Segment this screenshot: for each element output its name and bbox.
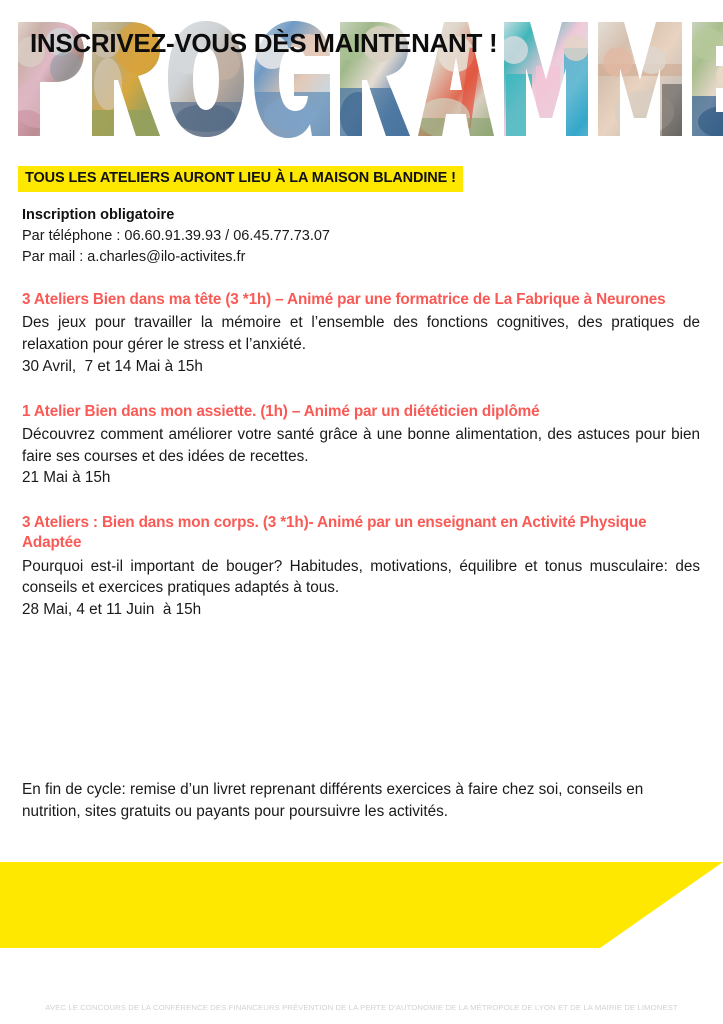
wordmark-letter-m-1 — [500, 18, 592, 140]
workshop-section — [22, 402, 700, 490]
venue-highlight-text: TOUS LES ATELIERS AURONT LIEU À LA MAISON BLANDINE ! — [25, 170, 456, 186]
wordmark-letter-e — [688, 18, 723, 140]
workshop-dates: 30 Avril, 7 et 14 Mai à 15h — [22, 357, 203, 375]
workshop-description: Des jeux pour travailler la mémoire et l’ensemble des fonctions cognitives, des pratiques de relaxation pour gérer le stress et l’anxiété. — [22, 314, 700, 354]
cta-banner — [0, 862, 723, 948]
venue-highlight-banner — [18, 166, 463, 192]
registration-info — [22, 205, 702, 268]
workshop-dates: 28 Mai, 4 et 11 Juin à 15h — [22, 601, 202, 619]
registration-title: Inscription obligatoire — [22, 207, 175, 223]
cta-text: INSCRIVEZ-VOUS DÈS MAINTENANT ! — [30, 27, 498, 58]
closing-note: En fin de cycle: remise d’un livret reprenant différents exercices à faire chez soi, conseils en nutrition, sites gratuits ou payants pour poursuivre les activités. — [22, 781, 644, 821]
wordmark-letter-m-2 — [594, 18, 686, 140]
registration-email: Par mail : a.charles@ilo-activites.fr — [22, 249, 246, 266]
registration-phone: Par téléphone : 06.60.91.39.93 / 06.45.77.73.07 — [22, 228, 330, 245]
workshop-section — [22, 290, 700, 378]
workshop-section — [22, 513, 700, 621]
workshop-heading: 3 Ateliers Bien dans ma tête (3 *1h) – Animé par une formatrice de La Fabrique à Neurones — [22, 291, 666, 308]
workshop-description: Pourquoi est-il important de bouger? Habitudes, motivations, équilibre et tonus musculaire: des conseils et exercices pratiques adaptés à tous. — [22, 557, 700, 597]
workshop-description: Découvrez comment améliorer votre santé grâce à une bonne alimentation, des astuces pour bien faire ses courses et des idées de recettes. — [22, 425, 700, 465]
workshop-list — [22, 290, 700, 621]
workshop-heading: 1 Atelier Bien dans mon assiette. (1h) – Animé par un diététicien diplômé — [22, 402, 540, 420]
workshop-dates: 21 Mai à 15h — [22, 469, 111, 487]
workshop-heading: 3 Ateliers : Bien dans mon corps. (3 *1h)- Animé par un enseignant en Activité Physique Adaptée — [22, 514, 647, 552]
footer-credits: AVEC LE CONCOURS DE LA CONFÉRENCE DES FINANCEURS PRÉVENTION DE LA PERTE D'AUTONOMIE DE LA MÉTROPOLE DE LYON ET DE LA MAIRIE DE LIMONEST — [45, 1003, 678, 1012]
